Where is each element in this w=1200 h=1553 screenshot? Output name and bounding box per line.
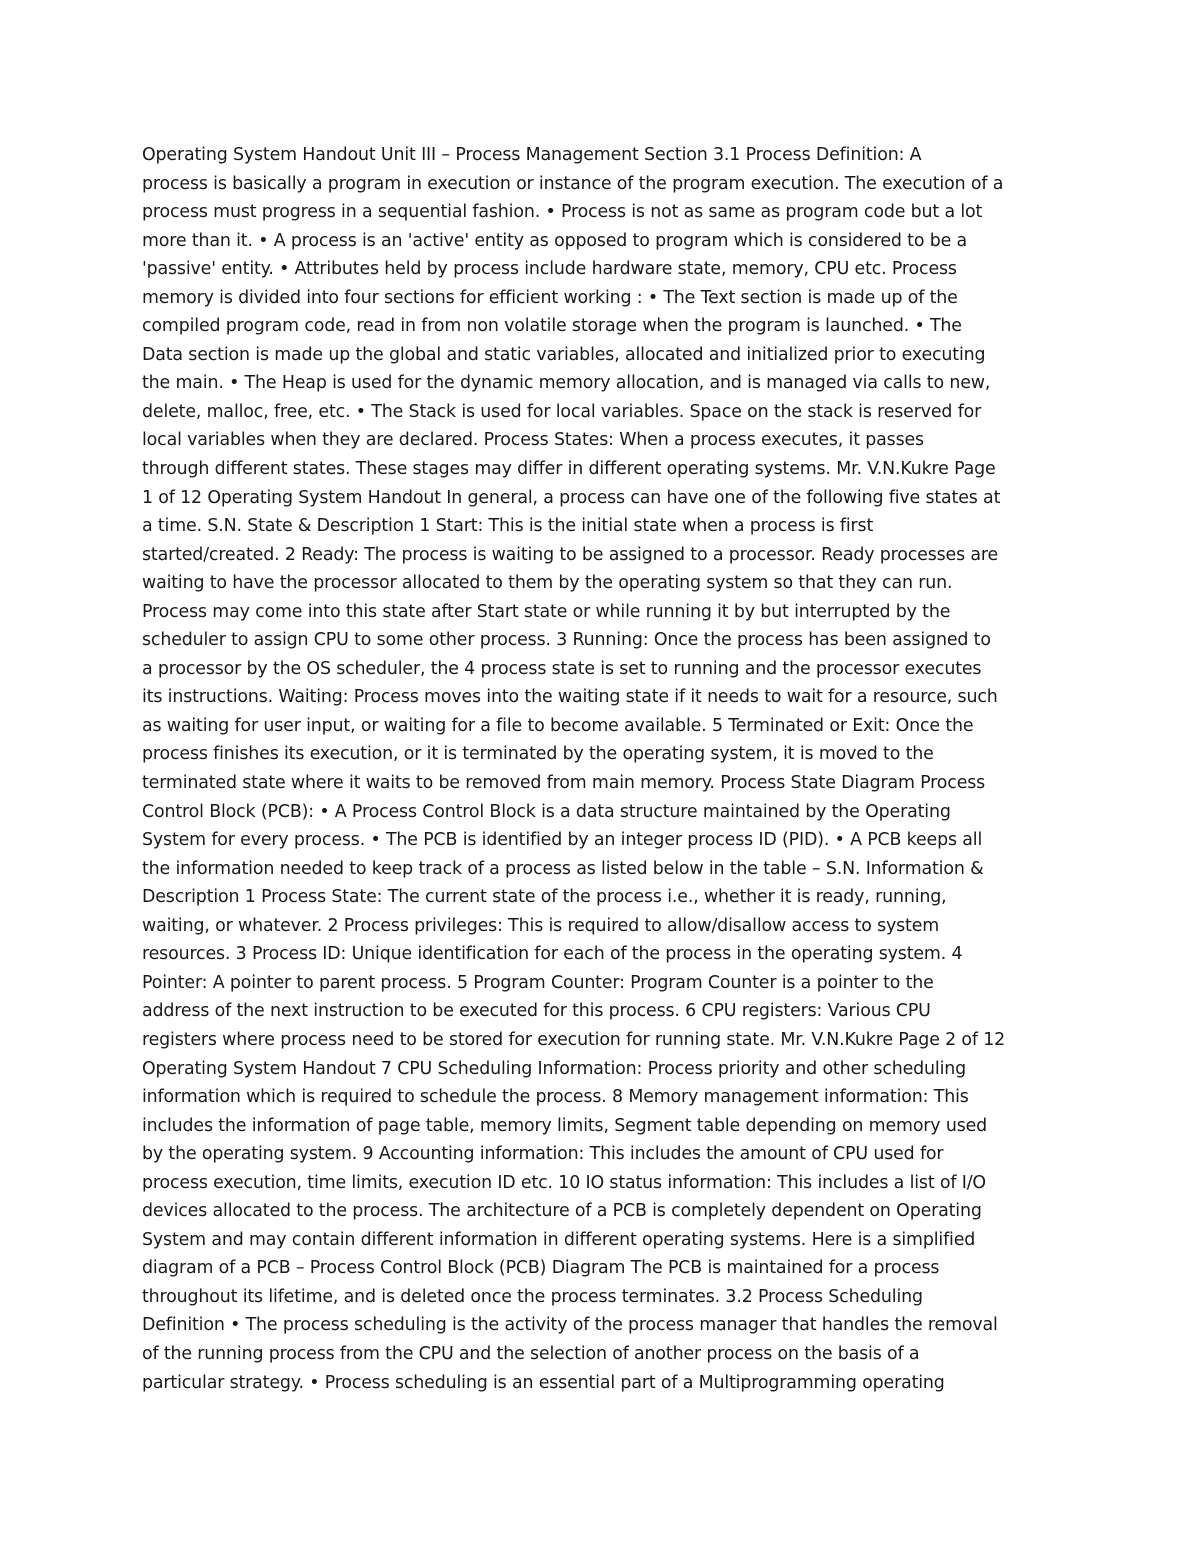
text-line: Control Block (PCB): • A Process Control Block is a data structure maintained by the Operating (142, 801, 951, 822)
text-line: Operating System Handout 7 CPU Scheduling Information: Process priority and other scheduling (142, 1058, 967, 1079)
text-line: as waiting for user input, or waiting for a file to become available. 5 Terminated or Exit: Once the (142, 715, 974, 736)
text-line: resources. 3 Process ID: Unique identification for each of the process in the operating system. 4 (142, 944, 963, 965)
text-line: devices allocated to the process. The architecture of a PCB is completely dependent on Operating (142, 1201, 982, 1222)
text-line: diagram of a PCB – Process Control Block (PCB) Diagram The PCB is maintained for a process (142, 1258, 940, 1279)
text-line: delete, malloc, free, etc. • The Stack is used for local variables. Space on the stack is reserved for (142, 401, 982, 422)
text-line: terminated state where it waits to be removed from main memory. Process State Diagram Process (142, 773, 986, 794)
text-line: Process may come into this state after Start state or while running it by but interrupted by the (142, 601, 951, 622)
text-line: local variables when they are declared. Process States: When a process executes, it passes (142, 430, 924, 451)
text-line: by the operating system. 9 Accounting information: This includes the amount of CPU used for (142, 1144, 944, 1165)
text-line: Definition • The process scheduling is the activity of the process manager that handles the removal (142, 1315, 998, 1336)
text-line: 1 of 12 Operating System Handout In general, a process can have one of the following five states at (142, 487, 1001, 508)
text-line: registers where process need to be stored for execution for running state. Mr. V.N.Kukre Page 2 of 12 (142, 1029, 1006, 1050)
text-line: scheduler to assign CPU to some other process. 3 Running: Once the process has been assigned to (142, 630, 991, 651)
text-line: process finishes its execution, or it is terminated by the operating system, it is moved to the (142, 744, 934, 765)
text-line: the information needed to keep track of a process as listed below in the table – S.N. Information & (142, 858, 984, 879)
text-line: the main. • The Heap is used for the dynamic memory allocation, and is managed via calls to new, (142, 373, 991, 394)
text-line: throughout its lifetime, and is deleted once the process terminates. 3.2 Process Scheduling (142, 1286, 923, 1307)
text-line: information which is required to schedule the process. 8 Memory management information: This (142, 1087, 969, 1108)
text-line: through different states. These stages may differ in different operating systems. Mr. V.N.Kukre Page (142, 459, 996, 480)
text-line: a processor by the OS scheduler, the 4 process state is set to running and the processor executes (142, 658, 982, 679)
text-line: process execution, time limits, execution ID etc. 10 IO status information: This includes a list of I/O (142, 1172, 986, 1193)
text-line: includes the information of page table, memory limits, Segment table depending on memory used (142, 1115, 988, 1136)
text-line: compiled program code, read in from non volatile storage when the program is launched. • The (142, 316, 962, 337)
text-line: process must progress in a sequential fashion. • Process is not as same as program code but a lot (142, 202, 983, 223)
text-line: waiting to have the processor allocated to them by the operating system so that they can run. (142, 573, 953, 594)
text-line: memory is divided into four sections for efficient working : • The Text section is made up of the (142, 287, 958, 308)
text-line: Data section is made up the global and static variables, allocated and initialized prior to executing (142, 344, 986, 365)
text-line: a time. S.N. State & Description 1 Start: This is the initial state when a process is first (142, 516, 874, 537)
text-line: its instructions. Waiting: Process moves into the waiting state if it needs to wait for a resource, such (142, 687, 998, 708)
document-body-text (142, 141, 1072, 1397)
text-line: Pointer: A pointer to parent process. 5 Program Counter: Program Counter is a pointer to the (142, 972, 934, 993)
text-line: of the running process from the CPU and the selection of another process on the basis of a (142, 1343, 920, 1364)
text-line: waiting, or whatever. 2 Process privileges: This is required to allow/disallow access to system (142, 915, 940, 936)
text-line: process is basically a program in execution or instance of the program execution. The execution of a (142, 173, 1004, 194)
text-line: Operating System Handout Unit III – Process Management Section 3.1 Process Definition: A (142, 145, 922, 165)
text-line: started/created. 2 Ready: The process is waiting to be assigned to a processor. Ready processes are (142, 544, 999, 565)
text-line: particular strategy. • Process scheduling is an essential part of a Multiprogramming operating (142, 1372, 945, 1393)
text-line: more than it. • A process is an 'active' entity as opposed to program which is considered to be a (142, 230, 968, 251)
text-line: 'passive' entity. • Attributes held by process include hardware state, memory, CPU etc. Process (142, 259, 957, 280)
text-line: System and may contain different information in different operating systems. Here is a simplified (142, 1229, 976, 1250)
text-line: address of the next instruction to be executed for this process. 6 CPU registers: Various CPU (142, 1001, 931, 1022)
text-line: System for every process. • The PCB is identified by an integer process ID (PID). • A PCB keeps all (142, 830, 983, 851)
text-line: Description 1 Process State: The current state of the process i.e., whether it is ready, running, (142, 887, 947, 908)
